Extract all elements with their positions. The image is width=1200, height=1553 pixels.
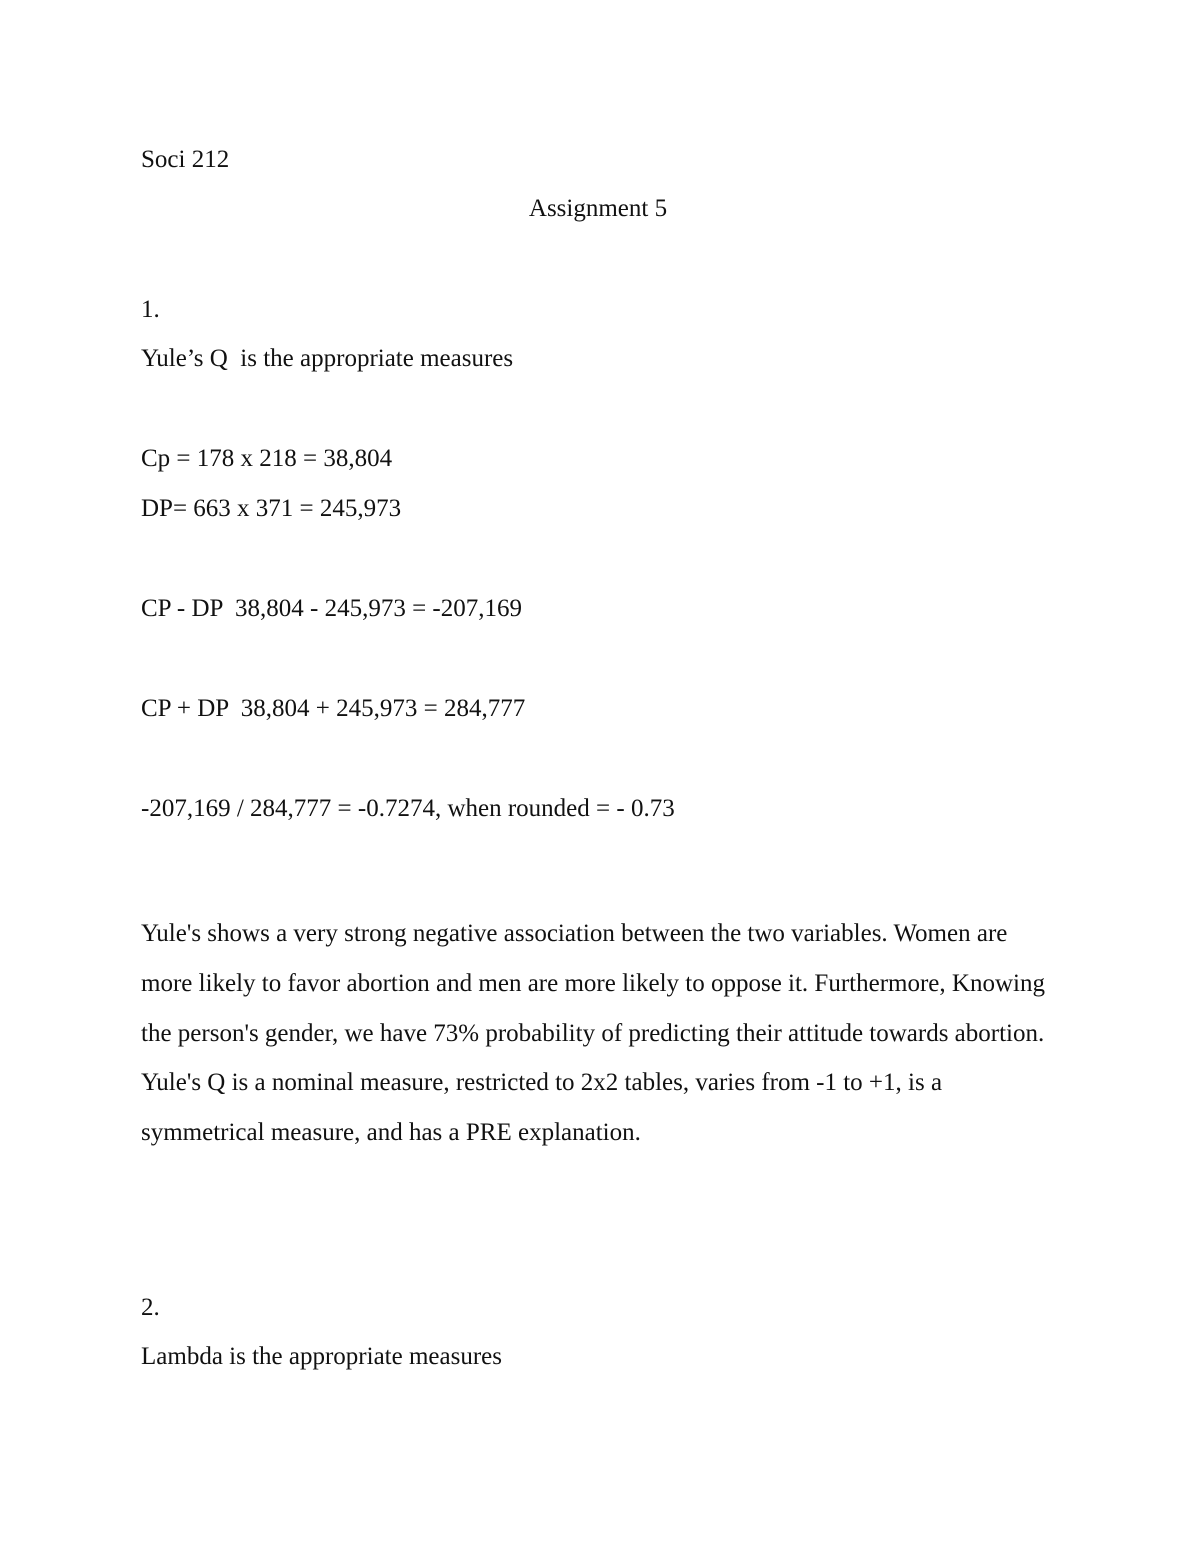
- cp-calculation: Cp = 178 x 218 = 38,804: [141, 445, 393, 472]
- question-1-number: 1.: [141, 296, 160, 323]
- cp-minus-dp-calculation: CP - DP 38,804 - 245,973 = -207,169: [141, 595, 523, 622]
- course-label: Soci 212: [141, 146, 230, 173]
- assignment-title: Assignment 5: [528, 195, 668, 222]
- question-2-measure: Lambda is the appropriate measures: [141, 1343, 502, 1370]
- interpretation-paragraph: Yule's shows a very strong negative association between the two variables. Women are more likely to favor abortion and men are more likely to oppose it. Furthermore, Knowing the person's gender, we have 73% probability of predicting their attitude towards abortion. Yule's Q is a nominal measure, restricted to 2x2 tables, varies from -1 to +1, is a symmetrical measure, and has a PRE explanation.: [141, 920, 1045, 1147]
- question-2-number: 2.: [141, 1294, 160, 1321]
- question-1-measure: Yule’s Q is the appropriate measures: [141, 345, 514, 372]
- cp-plus-dp-calculation: CP + DP 38,804 + 245,973 = 284,777: [141, 695, 526, 722]
- yules-q-result: -207,169 / 284,777 = -0.7274, when rounded = - 0.73: [141, 795, 675, 822]
- dp-calculation: DP= 663 x 371 = 245,973: [141, 495, 402, 522]
